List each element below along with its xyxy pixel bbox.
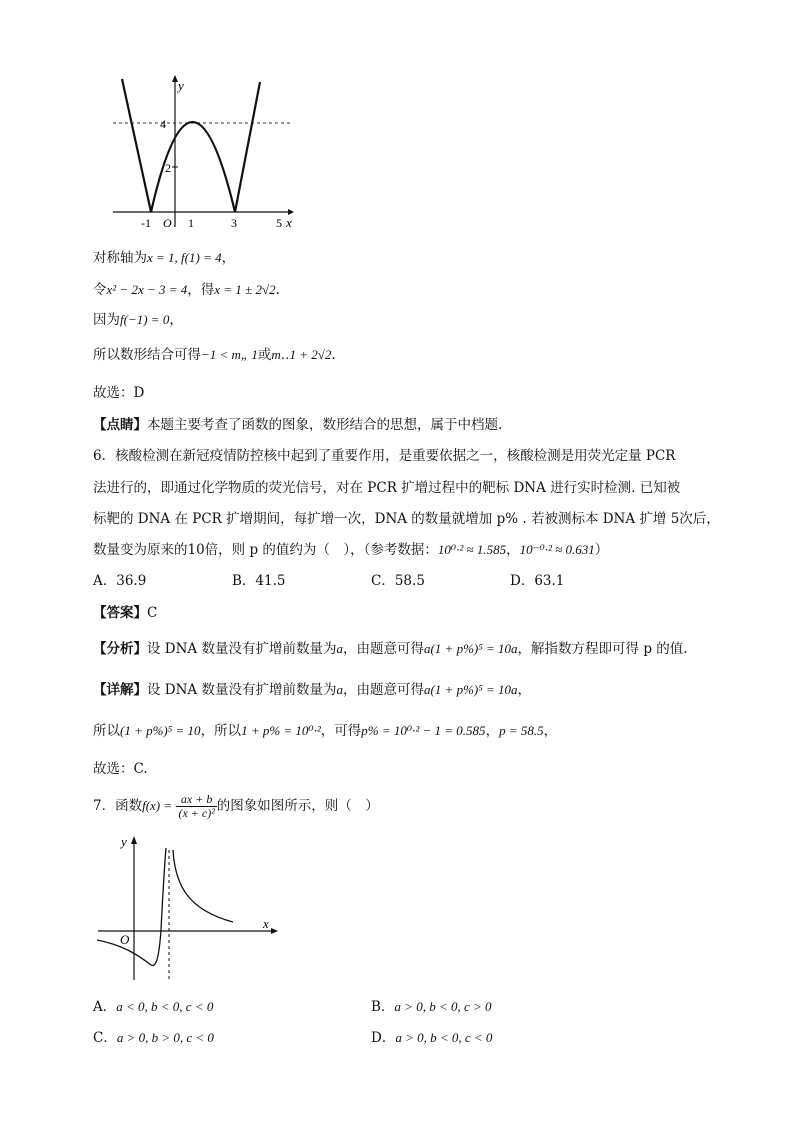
sol5-line1: 对称轴为x = 1, f(1) = 4， <box>93 250 236 266</box>
q6-line4: 数量变为原来的10倍，则 p 的值约为（ ），（参考数据：10⁰·² ≈ 1.585，10⁻⁰·² ≈ 0.631） <box>93 542 609 558</box>
graph-rational-function <box>93 830 283 990</box>
sol5-line4: 所以数形结合可得−1 < m„ 1或m‥1 + 2√2. <box>93 347 336 363</box>
sol5-line2: 令x² − 2x − 3 = 4，得x = 1 ± 2√2. <box>93 282 280 298</box>
q6-detail: 【详解】设 DNA 数量没有扩增前数量为a，由题意可得a(1 + p%)⁵ = 10a， <box>93 682 532 698</box>
q7-stem: 7．函数f(x) = $\frac{ax + b}{\text{(x + c)²}}$ 的图象如图所示，则（ ） <box>93 792 379 820</box>
q6-line2: 法进行的，即通过化学物质的荧光信号，对在 PCR 扩增过程中的靶标 DNA 进行实时检测. 已知被 <box>93 480 681 496</box>
graph1-tick-5: 5 <box>276 216 282 230</box>
q6-line1: 6．核酸检测在新冠疫情防控核中起到了重要作用，是重要依据之一，核酸检测是用荧光定量 PCR <box>93 448 676 464</box>
q7-choice-a[interactable]: A．a < 0, b < 0, c < 0 <box>93 999 214 1015</box>
q6-choice-a[interactable]: A．36.9 <box>93 573 147 589</box>
graph2-y-label: y <box>121 834 127 849</box>
graph-abs-quadratic <box>108 72 298 232</box>
q6-choice-b[interactable]: B．41.5 <box>232 573 286 589</box>
q7-choice-d[interactable]: D．a > 0, b < 0, c < 0 <box>371 1030 493 1046</box>
q7-choice-c[interactable]: C．a > 0, b > 0, c < 0 <box>93 1030 214 1046</box>
graph1-tick-3: 3 <box>231 216 237 230</box>
sol5-comment: 【点睛】本题主要考查了函数的图象，数形结合的思想，属于中档题. <box>93 417 503 433</box>
q6-analysis: 【分析】设 DNA 数量没有扩增前数量为a，由题意可得a(1 + p%)⁵ = 10a，解指数方程即可得 p 的值. <box>93 641 688 657</box>
graph1-tick-4: 4 <box>160 117 166 131</box>
q6-line3: 标靶的 DNA 在 PCR 扩增期间，每扩增一次，DNA 的数量就增加 p% . 若被测标本 DNA 扩增 5次后， <box>93 511 720 527</box>
graph1-tick-2: 2 <box>165 161 171 175</box>
graph1-tick-1: 1 <box>188 216 194 230</box>
graph1-tick-neg1: -1 <box>141 216 151 230</box>
graph1-y-label: y <box>178 78 184 93</box>
q7-choice-b[interactable]: B．a > 0, b < 0, c > 0 <box>371 999 492 1015</box>
graph2-origin: O <box>120 932 130 947</box>
q6-so-line: 所以(1 + p%)⁵ = 10，所以1 + p% = 10⁰·²，可得p% = 10⁰·² − 1 = 0.585，p = 58.5， <box>93 723 558 739</box>
graph1-x-label: x <box>286 215 292 230</box>
q6-choice-c[interactable]: C．58.5 <box>371 573 425 589</box>
sol5-answer: 故选：D <box>93 385 145 401</box>
q7-fraction: $\frac{ax + b}{\text{(x + c)²}}$ <box>178 792 215 820</box>
graph2-x-label: x <box>263 916 269 931</box>
sol5-line3: 因为f(−1) = 0， <box>93 312 183 328</box>
q6-answer: 【答案】C <box>93 605 158 621</box>
q6-final: 故选：C. <box>93 761 148 777</box>
q6-choice-d[interactable]: D．63.1 <box>510 573 565 589</box>
graph1-tick-origin: O <box>163 216 172 230</box>
